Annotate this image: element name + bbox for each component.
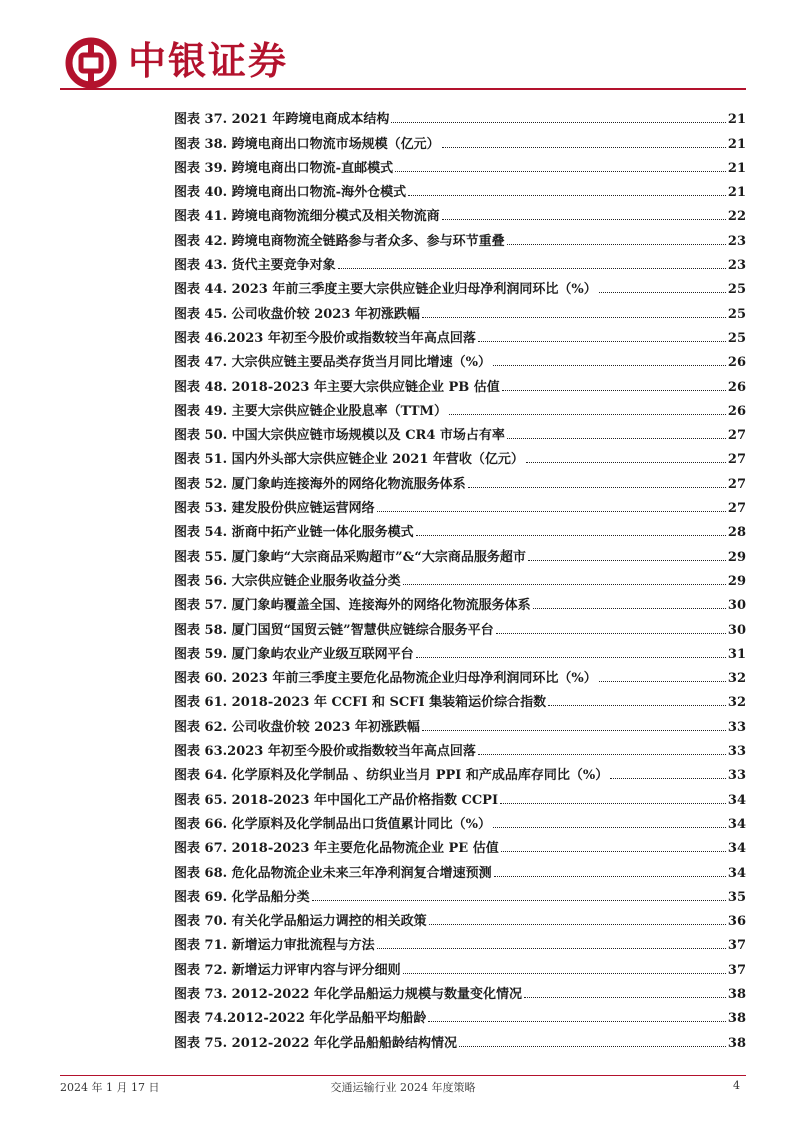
toc-leader-dots: [548, 704, 726, 706]
toc-entry-label: 图表 45. 公司收盘价较 2023 年初涨跌幅: [174, 306, 420, 322]
toc-entry-page: 21: [727, 136, 746, 152]
header-divider: [60, 88, 746, 90]
toc-leader-dots: [422, 316, 726, 318]
toc-entry-label: 图表 56. 大宗供应链企业服务收益分类: [174, 573, 401, 589]
toc-entry[interactable]: [174, 322, 746, 346]
document-title: 交通运输行业 2024 年度策略: [330, 1081, 476, 1094]
toc-leader-dots: [338, 267, 726, 269]
toc-entry-label: 图表 41. 跨境电商物流细分模式及相关物流商: [174, 209, 440, 225]
toc-leader-dots: [428, 1020, 725, 1022]
toc-leader-dots: [599, 291, 726, 293]
toc-entry-label: 图表 74.2012-2022 年化学品船平均船龄: [174, 1011, 427, 1027]
page-header: [0, 0, 794, 100]
toc-entry-label: 图表 38. 跨境电商出口物流市场规模（亿元）: [174, 136, 440, 152]
toc-entry-page: 38: [727, 986, 746, 1002]
toc-entry-label: 图表 75. 2012-2022 年化学品船船龄结构情况: [174, 1035, 457, 1051]
toc-entry[interactable]: [174, 152, 746, 176]
toc-entry[interactable]: [174, 273, 746, 297]
toc-leader-dots: [429, 923, 726, 925]
toc-leader-dots: [377, 947, 726, 949]
toc-entry-label: 图表 58. 厦门国贸“国贸云链”智慧供应链综合服务平台: [174, 622, 494, 638]
toc-entry-label: 图表 46.2023 年初至今股价或指数较当年高点回落: [174, 330, 476, 346]
toc-entry-label: 图表 53. 建发股份供应链运营网络: [174, 501, 375, 517]
toc-entry-label: 图表 49. 主要大宗供应链企业股息率（TTM）: [174, 403, 447, 419]
toc-entry-label: 图表 60. 2023 年前三季度主要危化品物流企业归母净利润同环比（%）: [174, 671, 597, 687]
toc-entry-label: 图表 44. 2023 年前三季度主要大宗供应链企业归母净利润同环比（%）: [174, 282, 597, 298]
toc-entry-page: 25: [727, 282, 746, 298]
toc-entry-page: 27: [727, 428, 746, 444]
toc-entry[interactable]: [174, 686, 746, 710]
toc-entry[interactable]: [174, 662, 746, 686]
toc-leader-dots: [416, 534, 726, 536]
toc-leader-dots: [312, 899, 726, 901]
toc-entry-page: 33: [727, 768, 746, 784]
toc-leader-dots: [416, 656, 726, 658]
toc-leader-dots: [494, 875, 726, 877]
toc-entry-label: 图表 50. 中国大宗供应链市场规模以及 CR4 市场占有率: [174, 428, 505, 444]
toc-entry-page: 37: [727, 962, 746, 978]
toc-entry-label: 图表 54. 浙商中拓产业链一体化服务模式: [174, 525, 414, 541]
toc-entry[interactable]: [174, 540, 746, 564]
toc-entry[interactable]: [174, 103, 746, 127]
toc-leader-dots: [478, 753, 726, 755]
toc-leader-dots: [526, 461, 726, 463]
toc-entry-page: 21: [727, 185, 746, 201]
toc-entry-page: 36: [727, 914, 746, 930]
toc-entry-page: 30: [727, 622, 746, 638]
toc-entry-page: 27: [727, 452, 746, 468]
toc-entry[interactable]: [174, 905, 746, 929]
toc-entry-label: 图表 37. 2021 年跨境电商成本结构: [174, 112, 390, 128]
toc-entry-page: 26: [727, 355, 746, 371]
brand-name: 中银证券: [128, 39, 289, 83]
toc-entry-label: 图表 71. 新增运力审批流程与方法: [174, 938, 375, 954]
toc-entry-page: 22: [727, 209, 746, 225]
toc-entry-label: 图表 65. 2018-2023 年中国化工产品价格指数 CCPI: [174, 792, 499, 808]
toc-entry[interactable]: [174, 978, 746, 1002]
toc-entry[interactable]: [174, 370, 746, 394]
toc-entry-label: 图表 73. 2012-2022 年化学品船运力规模与数量变化情况: [174, 986, 522, 1002]
toc-entry-page: 32: [727, 671, 746, 687]
toc-leader-dots: [391, 121, 726, 123]
toc-entry-label: 图表 43. 货代主要竞争对象: [174, 258, 336, 274]
toc-entry-page: 38: [727, 1011, 746, 1027]
toc-entry[interactable]: [174, 467, 746, 491]
toc-entry-label: 图表 42. 跨境电商物流全链路参与者众多、参与环节重叠: [174, 233, 505, 249]
toc-entry[interactable]: [174, 710, 746, 734]
toc-entry-page: 33: [727, 744, 746, 760]
page-footer: [60, 1079, 746, 1097]
toc-entry-page: 32: [727, 695, 746, 711]
toc-entry[interactable]: [174, 419, 746, 443]
toc-entry[interactable]: [174, 346, 746, 370]
toc-leader-dots: [422, 729, 726, 731]
toc-leader-dots: [377, 510, 726, 512]
toc-entry[interactable]: [174, 443, 746, 467]
toc-entry-page: 37: [727, 938, 746, 954]
page-number: 4: [733, 1079, 740, 1092]
toc-entry[interactable]: [174, 589, 746, 613]
footer-divider: [60, 1075, 746, 1076]
toc-leader-dots: [528, 559, 726, 561]
toc-entry-label: 图表 61. 2018-2023 年 CCFI 和 SCFI 集装箱运价综合指数: [174, 695, 547, 711]
toc-entry-label: 图表 62. 公司收盘价较 2023 年初涨跌幅: [174, 719, 420, 735]
toc-leader-dots: [395, 170, 726, 172]
report-date: 2024 年 1 月 17 日: [60, 1081, 160, 1094]
toc-entry-label: 图表 68. 危化品物流企业未来三年净利润复合增速预测: [174, 865, 492, 881]
toc-entry[interactable]: [174, 297, 746, 321]
toc-entry[interactable]: [174, 929, 746, 953]
toc-entry[interactable]: [174, 127, 746, 151]
toc-entry-page: 29: [727, 573, 746, 589]
toc-leader-dots: [496, 632, 726, 634]
toc-entry[interactable]: [174, 735, 746, 759]
toc-entry[interactable]: [174, 759, 746, 783]
toc-entry[interactable]: [174, 808, 746, 832]
toc-leader-dots: [478, 340, 726, 342]
toc-entry-label: 图表 51. 国内外头部大宗供应链企业 2021 年营收（亿元）: [174, 452, 524, 468]
toc-entry-page: 34: [727, 865, 746, 881]
toc-entry-page: 29: [727, 549, 746, 565]
toc-entry-page: 25: [727, 306, 746, 322]
toc-entry[interactable]: [174, 1026, 746, 1050]
toc-entry-label: 图表 69. 化学品船分类: [174, 889, 310, 905]
toc-entry-page: 34: [727, 816, 746, 832]
bank-of-china-logo-icon: [64, 36, 118, 90]
toc-entry-page: 27: [727, 501, 746, 517]
toc-entry[interactable]: [174, 1002, 746, 1026]
toc-entry[interactable]: [174, 953, 746, 977]
toc-entry[interactable]: [174, 249, 746, 273]
toc-entry-page: 26: [727, 379, 746, 395]
toc-leader-dots: [502, 389, 726, 391]
toc-entry-page: 34: [727, 841, 746, 857]
toc-entry-page: 25: [727, 330, 746, 346]
toc-entry[interactable]: [174, 638, 746, 662]
toc-entry-label: 图表 66. 化学原料及化学制品出口货值累计同比（%）: [174, 816, 492, 832]
toc-entry-label: 图表 70. 有关化学品船运力调控的相关政策: [174, 914, 427, 930]
toc-leader-dots: [449, 413, 726, 415]
toc-entry-page: 35: [727, 889, 746, 905]
toc-entry-page: 26: [727, 403, 746, 419]
toc-entry-label: 图表 63.2023 年初至今股价或指数较当年高点回落: [174, 744, 476, 760]
toc-leader-dots: [599, 680, 726, 682]
toc-leader-dots: [524, 996, 726, 998]
toc-entry-page: 34: [727, 792, 746, 808]
toc-leader-dots: [507, 243, 726, 245]
toc-entry-label: 图表 72. 新增运力评审内容与评分细则: [174, 962, 401, 978]
toc-leader-dots: [533, 607, 726, 609]
toc-leader-dots: [442, 218, 726, 220]
toc-entry[interactable]: [174, 176, 746, 200]
toc-leader-dots: [403, 972, 726, 974]
toc-entry[interactable]: [174, 565, 746, 589]
toc-entry-label: 图表 39. 跨境电商出口物流-直邮模式: [174, 160, 394, 176]
toc-entry[interactable]: [174, 856, 746, 880]
toc-entry-page: 21: [727, 112, 746, 128]
toc-entry-page: 31: [727, 646, 746, 662]
toc-entry-label: 图表 67. 2018-2023 年主要危化品物流企业 PE 估值: [174, 841, 499, 857]
toc-leader-dots: [459, 1045, 726, 1047]
toc-entry-label: 图表 64. 化学原料及化学制品 、纺织业当月 PPI 和产成品库存同比（%）: [174, 768, 609, 784]
toc-entry-page: 27: [727, 476, 746, 492]
toc-entry[interactable]: [174, 832, 746, 856]
toc-entry-label: 图表 48. 2018-2023 年主要大宗供应链企业 PB 估值: [174, 379, 500, 395]
toc-entry[interactable]: [174, 613, 746, 637]
toc-leader-dots: [408, 194, 726, 196]
toc-entry-label: 图表 47. 大宗供应链主要品类存货当月同比增速（%）: [174, 355, 492, 371]
toc-entry-page: 21: [727, 160, 746, 176]
toc-leader-dots: [507, 437, 726, 439]
toc-leader-dots: [500, 802, 726, 804]
toc-entry-page: 30: [727, 598, 746, 614]
toc-entry-label: 图表 55. 厦门象屿“大宗商品采购超市”&“大宗商品服务超市: [174, 549, 526, 565]
toc-entry[interactable]: [174, 395, 746, 419]
toc-leader-dots: [442, 146, 726, 148]
toc-leader-dots: [468, 486, 726, 488]
toc-entry-label: 图表 40. 跨境电商出口物流-海外仓模式: [174, 185, 407, 201]
toc-entry-label: 图表 57. 厦门象屿覆盖全国、连接海外的网络化物流服务体系: [174, 598, 531, 614]
toc-leader-dots: [501, 850, 726, 852]
toc-entry[interactable]: [174, 516, 746, 540]
toc-entry[interactable]: [174, 492, 746, 516]
toc-entry-label: 图表 52. 厦门象屿连接海外的网络化物流服务体系: [174, 476, 466, 492]
toc-leader-dots: [610, 777, 726, 779]
toc-entry[interactable]: [174, 881, 746, 905]
figure-list: [174, 103, 746, 1051]
toc-leader-dots: [493, 826, 726, 828]
toc-entry-page: 28: [727, 525, 746, 541]
toc-entry-page: 38: [727, 1035, 746, 1051]
toc-entry[interactable]: [174, 224, 746, 248]
toc-leader-dots: [403, 583, 726, 585]
toc-entry-page: 33: [727, 719, 746, 735]
toc-entry-page: 23: [727, 258, 746, 274]
toc-leader-dots: [493, 364, 726, 366]
toc-entry[interactable]: [174, 783, 746, 807]
toc-entry-label: 图表 59. 厦门象屿农业产业级互联网平台: [174, 646, 414, 662]
toc-entry-page: 23: [727, 233, 746, 249]
toc-entry[interactable]: [174, 200, 746, 224]
